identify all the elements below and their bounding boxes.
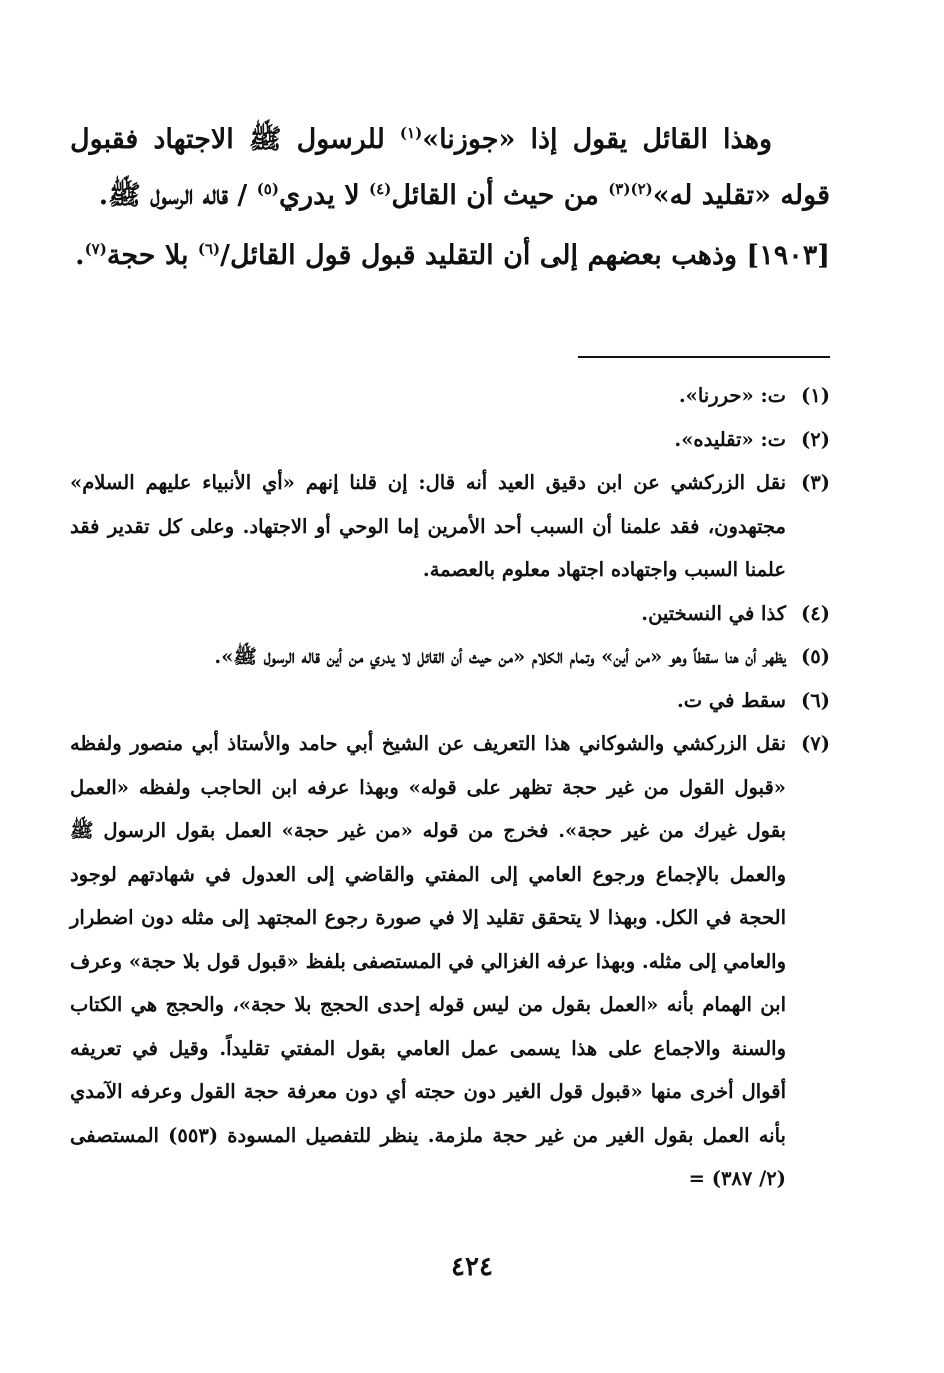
footnote [70,418,830,462]
footnote [70,374,830,418]
footnote-ref: (٤) [369,180,392,198]
footnote-ref: (٦) [197,240,221,258]
footnote-text: ت: «تقليده». [674,427,786,451]
footnote [70,679,830,723]
text-segment: للرسول ﷺ الاجتهاد فقبول قوله «تقليد له» [70,124,830,211]
footnote [70,461,830,592]
page-number: ٤٢٤ [451,1252,493,1282]
footnote-text: نقل الزركشي والشوكاني هذا التعريف عن الشيخ أبي حامد والأستاذ أبي منصور ولفظه «قبول القول من غير حجة تظهر على قوله» وبهذا عرفه ابن الحاجب ولفظه «العمل بقول غيرك من غير حجة». فخرج من قوله «من غير حجة» العمل بقول الرسول ﷺ والعمل بالإجماع ورجوع العامي إلى المفتي والقاضي إلى العدول في شهادتهم لوجود الحجة في الكل. وبهذا لا يتحقق تقليد إلا في صورة رجوع المجتهد إلى مثله دون اضطرار والعامي إلى مثله. وبهذا عرفه الغزالي في المستصفى بلفظ «قبول قول بلا حجة» وعرف ابن الهمام بأنه «العمل بقول من ليس قوله إحدى الحجج بلا حجة»، والحجج هي الكتاب والسنة والاجماع على هذا يسمى عمل العامي بقول المفتي تقليداً. وقيل في تعريفه أقوال أخرى منها «قبول قول الغير دون حجته أي دون معرفة حجة القول وعرفه الآمدي بأنه العمل بقول الغير من غير حجة ملزمة. ينظر للتفصيل المسودة (٥٥٣) المستصفى (٢/ ٣٨٧) = [70,732,786,1190]
footnote-ref: (٧) [84,240,107,258]
footnote-number: (١) [801,384,830,407]
footnote-text: كذا في النسختين. [641,601,786,625]
text-segment: بلا حجة [106,240,198,271]
footnote-text: ت: «حررنا». [678,384,786,407]
footnote-text: يظهر أن هنا سقطاً وهو «من أين» وتمام الكلام «من حيث أن القائل لا يدري من أين قاله الرسول ﷺ». [214,645,786,668]
text-segment: / قاله الرسول ﷺ. [98,180,257,211]
main-text [70,112,830,284]
footnote-number: (٧) [801,732,830,755]
footnote [70,722,830,1201]
footnote-ref: (٢) [630,180,653,198]
footnote [70,635,830,679]
footnote-number: (٢) [801,427,830,451]
footnote-ref: (٥) [256,180,279,198]
text-segment: من حيث أن القائل [391,180,609,211]
footnote-ref: (١) [399,124,423,142]
footnote-number: (٦) [801,688,830,712]
footnote-text: نقل الزركشي عن ابن دقيق العيد أنه قال: إن قلنا إنهم «أي الأنبياء عليهم السلام» مجتهدون، فقد علمنا أن السبب أحد الأمرين إما الوحي أو الاجتهاد. وعلى كل تقدير فقد علمنا السبب واجتهاده اجتهاد معلوم بالعصمة. [70,471,786,581]
text-segment: [١٩٠٣] وذهب بعضهم إلى أن التقليد قبول قول القائل/ [220,240,830,271]
text-segment: وهذا القائل يقول إذا «جوزنا» [422,124,772,155]
footnote-number: (٤) [801,601,830,625]
main-paragraph-2 [70,228,830,284]
footnotes [70,374,830,1201]
footnote-number: (٥) [801,645,830,668]
footnote-number: (٣) [801,471,830,494]
footnote-text: سقط في ت. [676,688,786,712]
main-paragraph-1 [70,112,830,224]
footnote-separator [578,356,830,358]
footnote [70,592,830,636]
text-segment: لا يدري [278,180,370,211]
footnote-ref: (٣) [608,180,631,198]
page-content [70,112,830,1190]
text-segment: . [75,240,85,271]
